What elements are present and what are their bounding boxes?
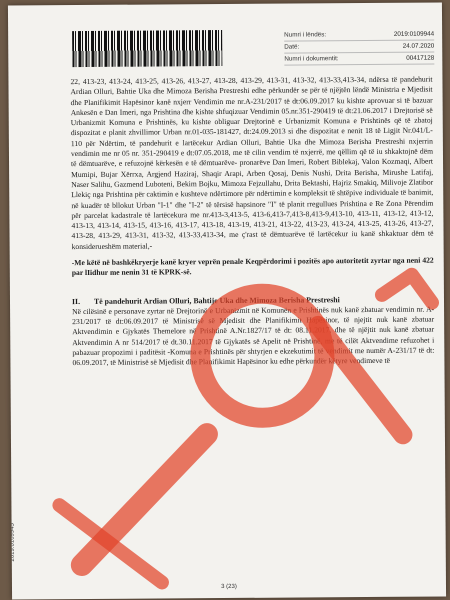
case-number-row [284, 29, 434, 42]
case-number-label: Numri i lëndës: [284, 31, 327, 39]
document-body [70, 75, 434, 369]
body-paragraph: Në cilësinë e personave zyrtar në Drejtorinë e Urbanizmit në Komunën e Prishtinës nuk kanë zbatuar vendimin nr. A-231/2017 të dt:06.09.2017 të Ministrisë së Mjedisit dhe Planifikimit Hapësinor, të njejtit nuk kanë zbatuar Aktvendimin e Gjykatës Themelore në Prishtinë A.Nr.1827/17 të dt: 08.11.2017, dhe të njëjtit nuk kanë zbatuar Aktvendimin A nr 514/2017 të dt.30.11.2017 të Gjykatës së Apelit në Prishtinë, me të cilët Aktvendime refuzohet i pabazuar propozimi i paditësit -Komuna e Prishtinës për shtyrjen e ekzekutimit të vendimit me numër A-231/17 të dt: 06.09.2017, të Ministrisë së Mjedisit dhe Planifikimit Hapësinor ku edhe përkundër këtyre vendimeve të [72, 304, 435, 368]
side-document-id: 2019:0109945 [9, 523, 16, 562]
date-label: Datë: [284, 43, 300, 51]
section-number: II. [71, 296, 81, 306]
case-number-value: 2019:0109944 [393, 30, 435, 38]
document-number-row [284, 53, 434, 66]
barcode-icon [72, 30, 222, 67]
page-number: 3 (23) [221, 583, 237, 591]
date-value: 24.07.2020 [402, 42, 435, 50]
section-heading-text: Të pandehurit Ardian Olluri, Bahtije Uka dhe Mimoza Berisha Prestreshi [93, 294, 340, 306]
charge-paragraph: -Me këtë në bashkëkryerje kanë kryer veprën penale Keqpërdorimi i pozitës apo autoritetit zyrtar nga neni 422 par lIidhur me nenin 31 të KPRK-së. [71, 255, 434, 278]
document-page [8, 2, 446, 599]
document-metadata [284, 29, 434, 66]
document-number-label: Numri i dokumentit: [284, 55, 339, 63]
date-row [284, 41, 434, 54]
body-paragraph: 22, 413-23, 413-24, 413-25, 413-26, 413-27, 413-28, 413-29, 413-31, 413-32, 413-33,413-34, ndërsa të pandehurit Ardian Olluri, Bahtie Uka dhe Mimoza Berisha Prestreshi edhe përkundër se për të njëjtën lëndë Ministria e Mjedisit dhe Planifikimit Hapësinor kanë nxjerr Vendimin me nr.A-231/2017 të dt:06.09.2017 ku kishte aprovuar si të bazuar Ankesën e Dan Imeri, nga Prishtina dhe kishte shfuqizuar Vendimin 05.nr.351-290419 të dt:21.06.2017 i Drejtorisë së Urbanizmit Komuna e Prishtinës, ku kishte obliguar Drejtorinë e Urbanizmit Komuna e Prishtinës që të zbatoj dispozitat e planit zhvillimor Urban nr.01-035-181427, dt:24.09.2013 si dhe dispozitat e nenit 18 të Ligjit Nr.041/L-110 për Ndërtim, të pandehurit e lartëcekur Ardian Olluri, Bahtie Uka dhe Mimoza Berisha Prestreshi nxjerrin vendimin me nr 05 nr. 351-290419 e dt:07.05.2018, me të cilin vendim të nxjerrë, me qëllim që të iu shkaktojnë dëm të dëmtuarëve, e refuzojnë kërkesën e të dëmtuarëve- pronarëve Dan Imeri, Robert Biblekaj, Valon Kozmaqi, Albert Mumipi, Bujar Xërrxa, Argjend Haziraj, Shaqir Arapi, Arben Qosaj, Denis Nushi, Drita Berisha, Mirushe Latifaj, Naser Salihu, Gazmend Luboteni, Bekim Bojku, Mimoza Fejzullahu, Drita Bektashi, Hajriz Smakiq, Milivoje Zlatibor Llekiç nga Prishtina për caktimin e kushteve ndërtimore për ndërtimin e kompleksit të shtëpive individuale të banimit, në kuadër të bllokut Urban "I-1" dhe "I-2" të tërsisë hapsinore "I" të planit rregullues Prishtina e Re Zona Përendim për parcelat kadastrale të lartëcekura me nr.413-3,413-5, 413-6,413-7,413-8,413-9,413-10, 413-11, 413-12, 413-12, 413-13, 413-14, 413-15, 413-16, 413-17, 413-18, 413-19, 413-21, 413-22, 413-23, 413-24, 413-25, 413-26, 413-27, 413-28, 413-29, 413-31, 413-32, 413-33,413-34, me ç'rast të dëmtuarëve të lartëcekur iu kanë shkaktuar dëm të konsiderueshëm material,- [70, 74, 434, 251]
document-number-value: 00417128 [406, 54, 435, 62]
